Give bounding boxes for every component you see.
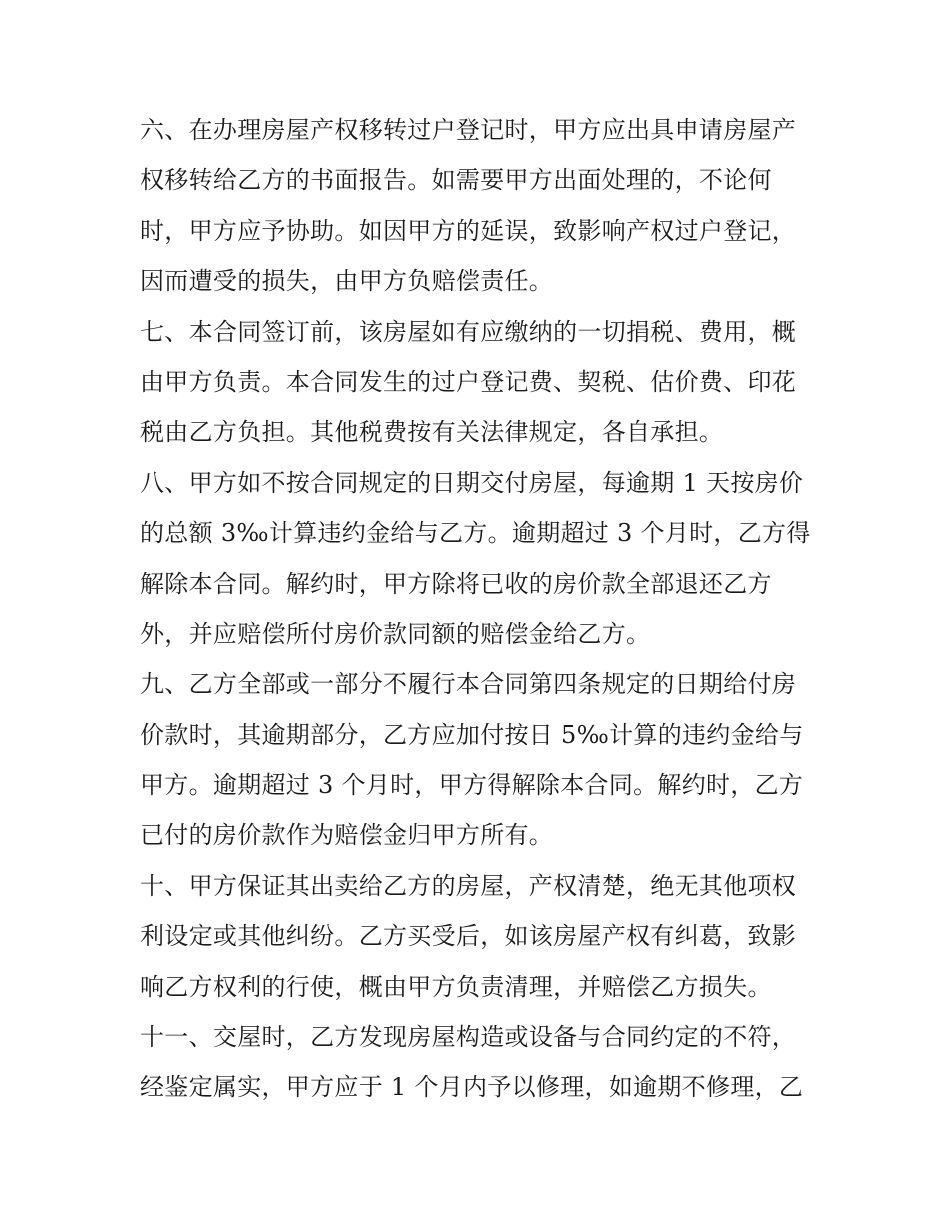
clause-6 — [140, 105, 820, 307]
clause-line: 税由乙方负担。其他税费按有关法律规定，各自承担。 — [140, 418, 724, 447]
clause-line: 的总额 3‰计算违约金给与乙方。逾期超过 3 个月时，乙方得 — [140, 519, 811, 548]
clause-8 — [140, 458, 820, 660]
clause-9 — [140, 659, 820, 861]
clause-line: 权移转给乙方的书面报告。如需要甲方出面处理的，不论何 — [140, 166, 772, 195]
clause-line: 经鉴定属实，甲方应于 1 个月内予以修理，如逾期不修理，乙 — [140, 1073, 804, 1102]
clause-line: 甲方。逾期超过 3 个月时，甲方得解除本合同。解约时，乙方 — [140, 771, 804, 800]
clause-line: 利设定或其他纠纷。乙方买受后，如该房屋产权有纠葛，致影 — [140, 922, 797, 951]
clause-line: 已付的房价款作为赔偿金归甲方所有。 — [140, 821, 554, 850]
clause-line: 响乙方权利的行使，概由甲方负责清理，并赔偿乙方损失。 — [140, 972, 772, 1001]
clause-10 — [140, 861, 820, 1012]
clause-line: 因而遭受的损失，由甲方负赔偿责任。 — [140, 267, 554, 296]
clause-line: 价款时，其逾期部分，乙方应加付按日 5‰计算的违约金给与 — [140, 720, 804, 749]
clause-line: 由甲方负责。本合同发生的过户登记费、契税、估价费、印花 — [140, 367, 797, 396]
clause-line: 十、甲方保证其出卖给乙方的房屋，产权清楚，绝无其他项权 — [140, 871, 797, 900]
clause-line: 外，并应赔偿所付房价款同额的赔偿金给乙方。 — [140, 619, 651, 648]
clause-line: 时，甲方应予协助。如因甲方的延误，致影响产权过户登记， — [140, 216, 797, 245]
clause-line: 九、乙方全部或一部分不履行本合同第四条规定的日期给付房 — [140, 670, 797, 699]
clause-line: 八、甲方如不按合同规定的日期交付房屋，每逾期 1 天按房价 — [140, 468, 804, 497]
clause-line: 十一、交屋时，乙方发现房屋构造或设备与合同约定的不符， — [140, 1023, 797, 1052]
clause-line: 七、本合同签订前，该房屋如有应缴纳的一切捐税、费用，概 — [140, 317, 797, 346]
clause-11 — [140, 1012, 820, 1113]
document-page — [140, 105, 820, 1113]
clause-7 — [140, 307, 820, 458]
clause-line: 六、在办理房屋产权移转过户登记时，甲方应出具申请房屋产 — [140, 116, 797, 144]
clause-line: 解除本合同。解约时，甲方除将已收的房价款全部退还乙方 — [140, 569, 772, 598]
